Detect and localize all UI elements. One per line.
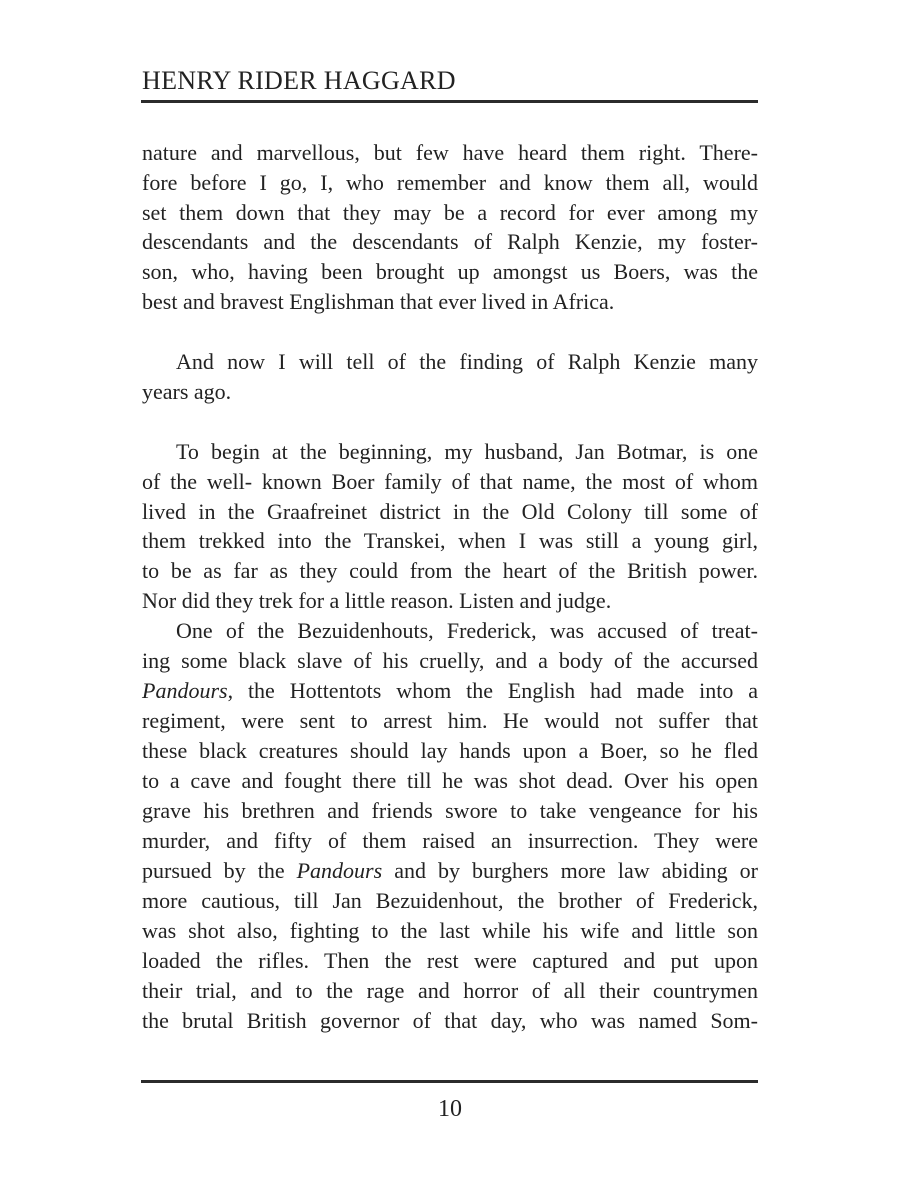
text-line: them trekked into the Transkei, when I was still a young girl, <box>142 528 758 553</box>
text-line: son, who, having been brought up amongst us Boers, was the <box>142 259 758 284</box>
text-line: best and bravest Englishman that ever lived in Africa. <box>142 289 615 314</box>
text-line: more cautious, till Jan Bezuidenhout, the brother of Frederick, <box>142 888 758 913</box>
text-line: to a cave and fought there till he was shot dead. Over his open <box>142 768 758 793</box>
italic-term: Pandours <box>142 678 228 703</box>
page-number: 10 <box>438 1096 462 1122</box>
text-line: was shot also, fighting to the last while his wife and little son <box>142 918 758 943</box>
text-line <box>142 856 758 886</box>
text-run: , the Hottentots whom the English had made into a <box>227 678 758 703</box>
text-line: set them down that they may be a record for ever among my <box>142 200 758 225</box>
text-line <box>142 676 758 706</box>
text-line: grave his brethren and friends swore to take vengeance for his <box>142 798 758 823</box>
text-line: the brutal British governor of that day, who was named Som- <box>142 1008 758 1033</box>
text-line: descendants and the descendants of Ralph Kenzie, my foster- <box>142 229 758 254</box>
text-line: regiment, were sent to arrest him. He would not suffer that <box>142 708 758 733</box>
text-line: nature and marvellous, but few have heard them right. There- <box>142 140 758 165</box>
text-line: to be as far as they could from the heart of the British power. <box>142 558 758 583</box>
footer-divider <box>141 1080 758 1083</box>
header-divider <box>141 100 758 103</box>
text-line: murder, and fifty of them raised an insurrection. They were <box>142 828 758 853</box>
text-line: loaded the rifles. Then the rest were captured and put upon <box>142 948 758 973</box>
text-line: One of the Bezuidenhouts, Frederick, was accused of treat- <box>176 618 758 643</box>
text-line: And now I will tell of the finding of Ralph Kenzie many <box>176 349 758 374</box>
text-line: their trial, and to the rage and horror of all their countrymen <box>142 978 758 1003</box>
text-line: Nor did they trek for a little reason. Listen and judge. <box>142 588 612 613</box>
italic-term: Pandours <box>296 858 383 883</box>
text-run: and by burghers more law abiding or <box>382 858 758 883</box>
text-line: years ago. <box>142 379 232 404</box>
text-line: ing some black slave of his cruelly, and a body of the accursed <box>142 648 758 673</box>
text-line: fore before I go, I, who remember and know them all, would <box>142 170 758 195</box>
text-run: pursued by the <box>142 858 297 883</box>
text-line: of the well- known Boer family of that name, the most of whom <box>142 469 758 494</box>
running-header-title: HENRY RIDER HAGGARD <box>142 66 456 95</box>
text-line: lived in the Graafreinet district in the Old Colony till some of <box>142 499 758 524</box>
text-line: these black creatures should lay hands upon a Boer, so he fled <box>142 738 758 763</box>
text-line: To begin at the beginning, my husband, Jan Botmar, is one <box>176 439 758 464</box>
